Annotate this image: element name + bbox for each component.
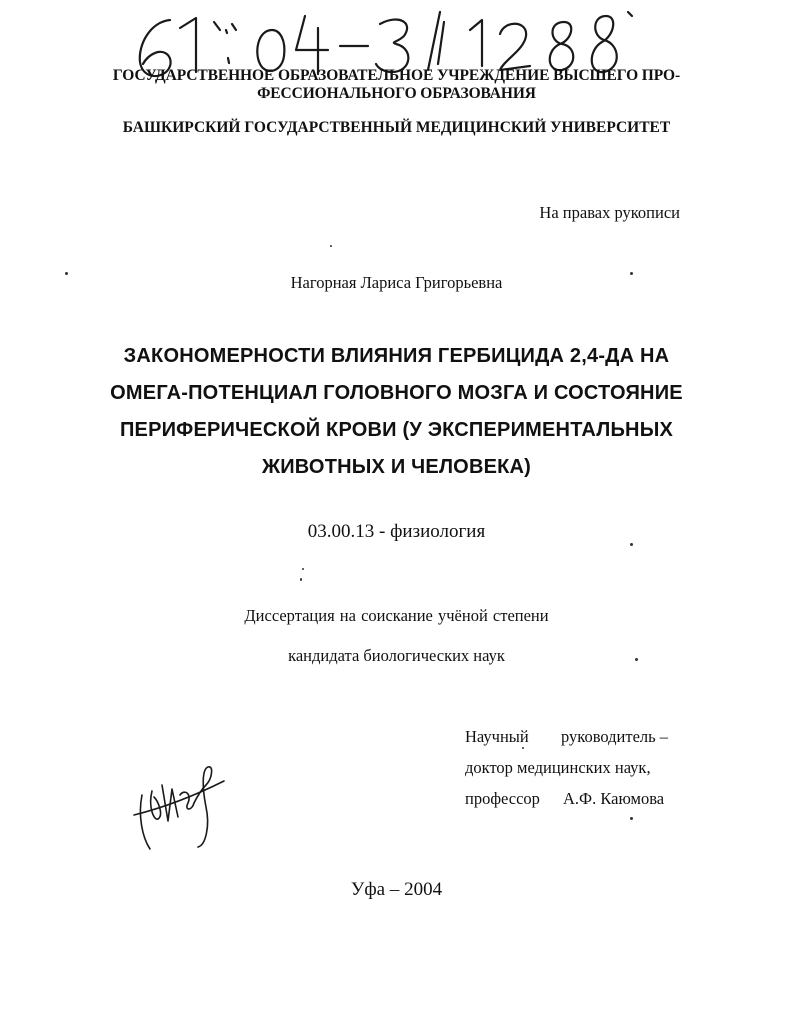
supervisor-title: профессор xyxy=(465,789,540,808)
manuscript-note: На правах рукописи xyxy=(539,203,680,222)
supervisor-name: А.Ф. Каюмова xyxy=(563,789,665,808)
dissertation-degree-line-2: кандидата биологических наук xyxy=(288,646,505,665)
title-line-4: ЖИВОТНЫХ И ЧЕЛОВЕКА) xyxy=(261,456,532,478)
city-and-year: Уфа – 2004 xyxy=(350,879,443,900)
title-line-1: ЗАКОНОМЕРНОСТИ ВЛИЯНИЯ ГЕРБИЦИДА 2,4-ДА НА xyxy=(123,345,670,367)
author-name: Нагорная Лариса Григорьевна xyxy=(290,273,503,292)
organization-line-1: ГОСУДАРСТВЕННОЕ ОБРАЗОВАТЕЛЬНОЕ УЧРЕЖДЕНИЕ ВЫСШЕГО ПРО- xyxy=(112,67,681,84)
organization-line-2: ФЕССИОНАЛЬНОГО ОБРАЗОВАНИЯ xyxy=(257,85,536,102)
supervisor-role-line xyxy=(465,721,668,752)
dissertation-title xyxy=(60,338,733,486)
university-name: БАШКИРСКИЙ ГОСУДАРСТВЕННЫЙ МЕДИЦИНСКИЙ УНИВЕРСИТЕТ xyxy=(122,119,671,136)
scan-speck xyxy=(630,272,633,275)
handwritten-signature xyxy=(128,755,238,855)
scan-speck xyxy=(65,272,68,275)
supervisor-block xyxy=(465,721,668,814)
scan-speck xyxy=(302,568,304,570)
supervisor-role-a: Научный xyxy=(465,727,529,746)
scan-speck xyxy=(300,578,302,581)
title-line-2: ОМЕГА-ПОТЕНЦИАЛ ГОЛОВНОГО МОЗГА И СОСТОЯНИЕ xyxy=(110,382,683,404)
scan-speck xyxy=(635,658,638,661)
scan-speck xyxy=(330,245,332,247)
title-line-3: ПЕРИФЕРИЧЕСКОЙ КРОВИ (У ЭКСПЕРИМЕНТАЛЬНЫХ xyxy=(119,419,674,441)
scan-speck xyxy=(630,817,633,820)
scan-speck xyxy=(630,543,633,546)
dissertation-degree-line-1: Диссертация на соискание учёной степени xyxy=(244,606,549,625)
supervisor-name-line xyxy=(465,783,668,814)
supervisor-degree: доктор медицинских наук, xyxy=(465,758,651,777)
supervisor-role-b: руководитель – xyxy=(561,727,669,746)
specialty-code: 03.00.13 - физиология xyxy=(307,521,486,542)
scan-speck xyxy=(522,747,524,749)
